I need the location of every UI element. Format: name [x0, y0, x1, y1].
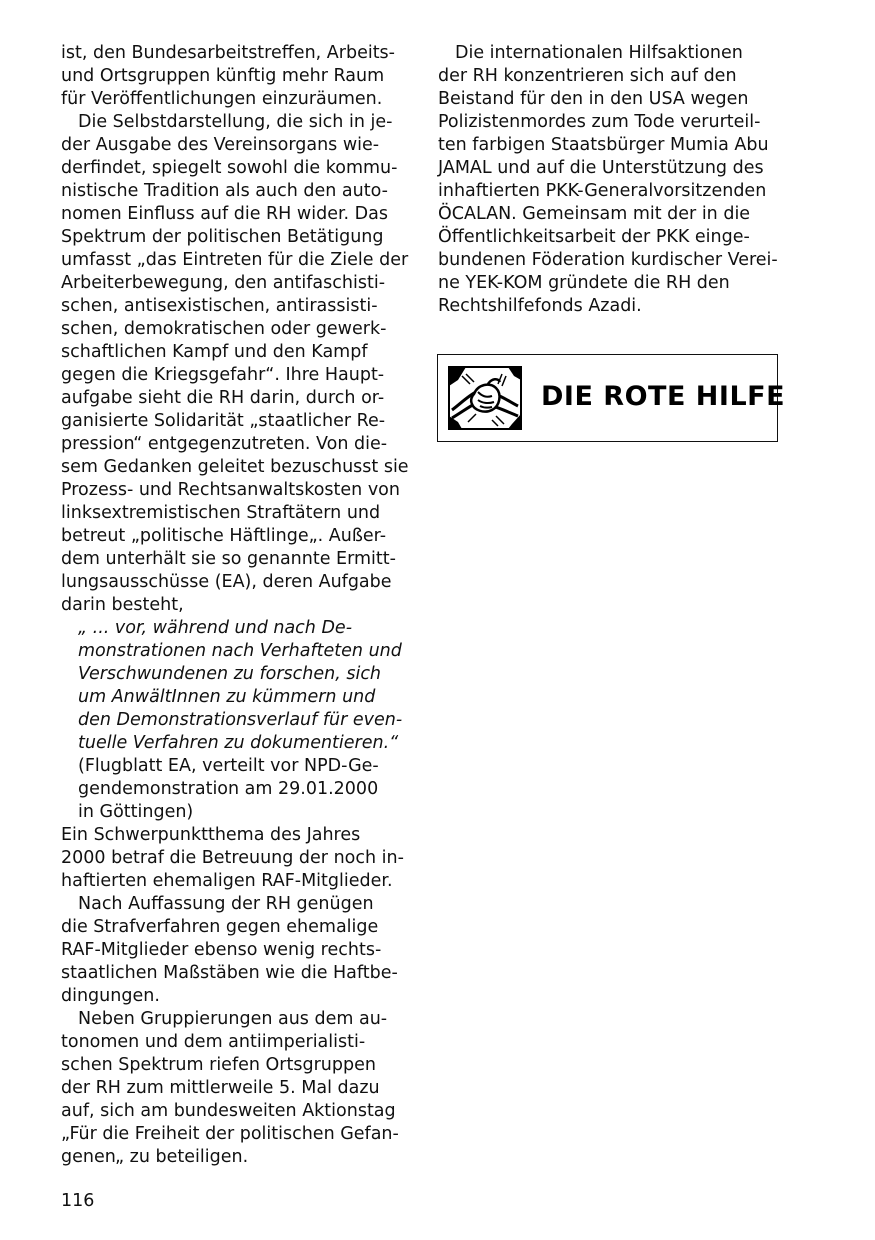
text-line: betreut „politische Häftlinge„. Außer- [61, 526, 387, 546]
text-line: 2000 betraf die Betreuung der noch in- [61, 848, 404, 868]
text-line: die Strafverfahren gegen ehemalige [61, 917, 379, 937]
text-line: und Ortsgruppen künftig mehr Raum [61, 66, 385, 86]
text-line: Ein Schwerpunktthema des Jahres [61, 825, 361, 845]
quote-line: „ ... vor, während und nach De- [78, 618, 353, 638]
text-line: Öffentlichkeitsarbeit der PKK einge- [438, 227, 750, 247]
text-line: haftierten ehemaligen RAF-Mitglieder. [61, 871, 393, 891]
text-line: Prozess- und Rechtsanwaltskosten von [61, 480, 400, 500]
text-line: darin besteht, [61, 595, 184, 615]
text-line: ÖCALAN. Gemeinsam mit der in die [438, 204, 751, 224]
rote-hilfe-logo [437, 354, 786, 442]
text-line: auf, sich am bundesweiten Aktionstag [61, 1101, 396, 1121]
text-line: Beistand für den in den USA wegen [438, 89, 749, 109]
text-line: sem Gedanken geleitet bezuschusst sie [61, 457, 409, 477]
text-line: Arbeiterbewegung, den antifaschisti- [61, 273, 386, 293]
text-line: Polizistenmordes zum Tode verurteil- [438, 112, 761, 132]
text-line: tonomen und dem antiimperialisti- [61, 1032, 366, 1052]
page-number: 116 [61, 1191, 95, 1211]
text-line: Spektrum der politischen Betätigung [61, 227, 384, 247]
text-line: nomen Einfluss auf die RH wider. Das [61, 204, 388, 224]
text-line: nistische Tradition als auch den auto- [61, 181, 388, 201]
text-line: für Veröffentlichungen einzuräumen. [61, 89, 383, 109]
text-line: der Ausgabe des Vereinsorgans wie- [61, 135, 380, 155]
text-line: lungsausschüsse (EA), deren Aufgabe [61, 572, 392, 592]
text-line: gegen die Kriegsgefahr“. Ihre Haupt- [61, 365, 385, 385]
text-line: RAF-Mitglieder ebenso wenig rechts- [61, 940, 382, 960]
clasped-hands-icon [448, 366, 522, 430]
left-text-column [61, 42, 409, 1169]
text-line: dingungen. [61, 986, 160, 1006]
text-line: der RH zum mittlerweile 5. Mal dazu [61, 1078, 380, 1098]
quote-line: tuelle Verfahren zu dokumentieren.“ [78, 733, 399, 753]
text-line: ganisierte Solidarität „staatlicher Re- [61, 411, 386, 431]
text-line: JAMAL und auf die Unterstützung des [438, 158, 764, 178]
quote-line: monstrationen nach Verhafteten und [78, 641, 402, 661]
text-line: Rechtshilfefonds Azadi. [438, 296, 642, 316]
logo-text: DIE ROTE HILFE [541, 381, 786, 412]
text-line: linksextremistischen Straftätern und [61, 503, 381, 523]
text-line: genen„ zu beteiligen. [61, 1147, 249, 1167]
citation-line: gendemonstration am 29.01.2000 [78, 779, 379, 799]
text-line: dem unterhält sie so genannte Ermitt- [61, 549, 396, 569]
text-line: der RH konzentrieren sich auf den [438, 66, 737, 86]
text-line: ten farbigen Staatsbürger Mumia Abu [438, 135, 769, 155]
text-line: Die Selbstdarstellung, die sich in je- [78, 112, 393, 132]
text-line: staatlichen Maßstäben wie die Haftbe- [61, 963, 398, 983]
quote-line: Verschwundenen zu forschen, sich [78, 664, 382, 684]
text-line: ne YEK-KOM gründete die RH den [438, 273, 730, 293]
quote-line: den Demonstrationsverlauf für even- [78, 710, 403, 730]
text-line: schaftlichen Kampf und den Kampf [61, 342, 368, 362]
right-text-column [438, 42, 783, 318]
quote-line: um AnwältInnen zu kümmern und [78, 687, 376, 707]
text-line: ist, den Bundesarbeitstreffen, Arbeits- [61, 43, 395, 63]
citation-line: in Göttingen) [78, 802, 194, 822]
text-line: pression“ entgegenzutreten. Von die- [61, 434, 388, 454]
text-line: schen, antisexistischen, antirassisti- [61, 296, 378, 316]
text-line: Neben Gruppierungen aus dem au- [78, 1009, 388, 1029]
text-line: derfindet, spiegelt sowohl die kommu- [61, 158, 398, 178]
citation-line: (Flugblatt EA, verteilt vor NPD-Ge- [78, 756, 379, 776]
text-line: Nach Auffassung der RH genügen [78, 894, 374, 914]
text-line: aufgabe sieht die RH darin, durch or- [61, 388, 385, 408]
text-line: umfasst „das Eintreten für die Ziele der [61, 250, 409, 270]
text-line: Die internationalen Hilfsaktionen [455, 43, 743, 63]
text-line: „Für die Freiheit der politischen Gefan- [61, 1124, 399, 1144]
text-line: schen, demokratischen oder gewerk- [61, 319, 387, 339]
text-line: bundenen Föderation kurdischer Verei- [438, 250, 778, 270]
text-line: schen Spektrum riefen Ortsgruppen [61, 1055, 376, 1075]
text-line: inhaftierten PKK-Generalvorsitzenden [438, 181, 767, 201]
